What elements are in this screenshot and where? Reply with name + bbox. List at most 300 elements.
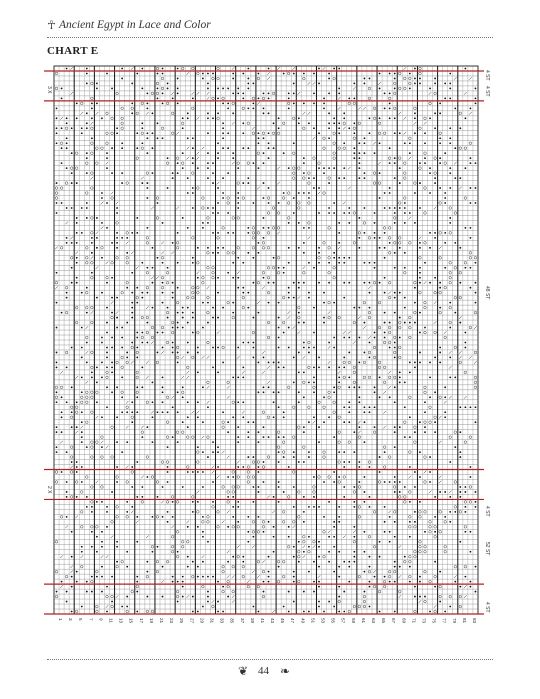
purl-dot <box>318 187 320 189</box>
purl-dot <box>86 287 88 289</box>
purl-dot <box>86 591 88 593</box>
row-number-label: 27 <box>189 618 195 624</box>
purl-dot <box>424 262 426 264</box>
purl-dot <box>364 232 366 234</box>
purl-dot <box>283 411 285 413</box>
purl-dot <box>207 456 209 458</box>
purl-dot <box>146 197 148 199</box>
purl-dot <box>308 381 310 383</box>
purl-dot <box>348 406 350 408</box>
purl-dot <box>459 247 461 249</box>
purl-dot <box>313 347 315 349</box>
purl-dot <box>131 232 133 234</box>
purl-dot <box>369 506 371 508</box>
purl-dot <box>96 217 98 219</box>
purl-dot <box>263 112 265 114</box>
purl-dot <box>409 501 411 503</box>
purl-dot <box>338 367 340 369</box>
purl-dot <box>475 162 477 164</box>
purl-dot <box>116 212 118 214</box>
purl-dot <box>394 611 396 613</box>
purl-dot <box>343 591 345 593</box>
purl-dot <box>283 456 285 458</box>
purl-dot <box>91 237 93 239</box>
purl-dot <box>263 137 265 139</box>
purl-dot <box>394 446 396 448</box>
purl-dot <box>288 262 290 264</box>
purl-dot <box>353 556 355 558</box>
purl-dot <box>227 88 229 90</box>
purl-dot <box>464 167 466 169</box>
row-number-label: 31 <box>209 618 215 624</box>
purl-dot <box>374 222 376 224</box>
purl-dot <box>111 337 113 339</box>
purl-dot <box>313 73 315 75</box>
purl-dot <box>288 297 290 299</box>
purl-dot <box>358 157 360 159</box>
purl-dot <box>76 581 78 583</box>
purl-dot <box>247 107 249 109</box>
purl-dot <box>131 272 133 274</box>
purl-dot <box>141 342 143 344</box>
purl-dot <box>116 132 118 134</box>
purl-dot <box>273 526 275 528</box>
purl-dot <box>278 486 280 488</box>
purl-dot <box>394 267 396 269</box>
purl-dot <box>177 78 179 80</box>
purl-dot <box>66 297 68 299</box>
purl-dot <box>106 347 108 349</box>
purl-dot <box>419 581 421 583</box>
purl-dot <box>338 93 340 95</box>
purl-dot <box>258 167 260 169</box>
purl-dot <box>162 596 164 598</box>
purl-dot <box>126 511 128 513</box>
row-number-label: 81 <box>461 618 467 624</box>
purl-dot <box>136 396 138 398</box>
purl-dot <box>353 486 355 488</box>
purl-dot <box>338 132 340 134</box>
purl-dot <box>389 531 391 533</box>
purl-dot <box>414 486 416 488</box>
purl-dot <box>247 177 249 179</box>
purl-dot <box>364 137 366 139</box>
purl-dot <box>379 117 381 119</box>
purl-dot <box>459 541 461 543</box>
purl-dot <box>333 302 335 304</box>
purl-dot <box>343 406 345 408</box>
purl-dot <box>343 357 345 359</box>
purl-dot <box>444 491 446 493</box>
purl-dot <box>343 297 345 299</box>
purl-dot <box>343 486 345 488</box>
purl-dot <box>444 83 446 85</box>
purl-dot <box>303 157 305 159</box>
purl-dot <box>141 127 143 129</box>
purl-dot <box>162 486 164 488</box>
purl-dot <box>222 127 224 129</box>
purl-dot <box>242 376 244 378</box>
purl-dot <box>389 147 391 149</box>
purl-dot <box>353 526 355 528</box>
purl-dot <box>444 386 446 388</box>
purl-dot <box>141 68 143 70</box>
row-number-label: 17 <box>138 618 144 624</box>
purl-dot <box>212 481 214 483</box>
purl-dot <box>268 556 270 558</box>
purl-dot <box>278 501 280 503</box>
purl-dot <box>308 536 310 538</box>
purl-dot <box>207 222 209 224</box>
purl-dot <box>247 227 249 229</box>
purl-dot <box>247 307 249 309</box>
purl-dot <box>364 491 366 493</box>
purl-dot <box>333 212 335 214</box>
purl-dot <box>404 486 406 488</box>
purl-dot <box>192 262 194 264</box>
purl-dot <box>333 536 335 538</box>
purl-dot <box>348 222 350 224</box>
purl-dot <box>278 451 280 453</box>
purl-dot <box>187 471 189 473</box>
purl-dot <box>419 277 421 279</box>
purl-dot <box>172 406 174 408</box>
purl-dot <box>318 601 320 603</box>
purl-dot <box>106 167 108 169</box>
purl-dot <box>172 501 174 503</box>
purl-dot <box>278 481 280 483</box>
purl-dot <box>197 352 199 354</box>
purl-dot <box>298 352 300 354</box>
purl-dot <box>338 88 340 90</box>
purl-dot <box>459 456 461 458</box>
purl-dot <box>56 327 58 329</box>
purl-dot <box>106 406 108 408</box>
purl-dot <box>197 371 199 373</box>
purl-dot <box>364 591 366 593</box>
purl-dot <box>399 317 401 319</box>
row-number-label: 79 <box>451 618 457 624</box>
purl-dot <box>268 386 270 388</box>
purl-dot <box>212 162 214 164</box>
purl-dot <box>318 566 320 568</box>
purl-dot <box>136 132 138 134</box>
purl-dot <box>152 172 154 174</box>
purl-dot <box>71 207 73 209</box>
purl-dot <box>338 611 340 613</box>
purl-dot <box>207 167 209 169</box>
purl-dot <box>470 107 472 109</box>
purl-dot <box>242 367 244 369</box>
purl-dot <box>263 277 265 279</box>
purl-dot <box>268 93 270 95</box>
purl-dot <box>328 601 330 603</box>
purl-dot <box>449 88 451 90</box>
purl-dot <box>207 88 209 90</box>
purl-dot <box>369 132 371 134</box>
purl-dot <box>313 127 315 129</box>
purl-dot <box>384 451 386 453</box>
purl-dot <box>111 88 113 90</box>
purl-dot <box>177 362 179 364</box>
purl-dot <box>439 157 441 159</box>
purl-dot <box>86 127 88 129</box>
purl-dot <box>470 406 472 408</box>
purl-dot <box>283 367 285 369</box>
purl-dot <box>409 581 411 583</box>
purl-dot <box>197 247 199 249</box>
purl-dot <box>343 282 345 284</box>
purl-dot <box>394 132 396 134</box>
purl-dot <box>81 481 83 483</box>
purl-dot <box>283 332 285 334</box>
purl-dot <box>187 117 189 119</box>
purl-dot <box>182 421 184 423</box>
purl-dot <box>394 292 396 294</box>
purl-dot <box>232 302 234 304</box>
purl-dot <box>419 282 421 284</box>
purl-dot <box>217 611 219 613</box>
purl-dot <box>389 541 391 543</box>
purl-dot <box>258 132 260 134</box>
purl-dot <box>414 367 416 369</box>
purl-dot <box>273 536 275 538</box>
row-number-label: 77 <box>441 618 447 624</box>
purl-dot <box>141 297 143 299</box>
row-number-label: 65 <box>381 618 387 624</box>
repeat-count-label: 3 X <box>46 86 52 94</box>
purl-dot <box>121 376 123 378</box>
purl-dot <box>222 611 224 613</box>
purl-dot <box>152 282 154 284</box>
purl-dot <box>333 526 335 528</box>
purl-dot <box>116 386 118 388</box>
purl-dot <box>197 611 199 613</box>
purl-dot <box>313 506 315 508</box>
purl-dot <box>217 142 219 144</box>
purl-dot <box>288 591 290 593</box>
purl-dot <box>136 541 138 543</box>
repeat-stitch-label: 52 ST <box>484 542 490 556</box>
purl-dot <box>288 536 290 538</box>
purl-dot <box>313 561 315 563</box>
purl-dot <box>242 342 244 344</box>
purl-dot <box>318 606 320 608</box>
purl-dot <box>86 217 88 219</box>
purl-dot <box>333 252 335 254</box>
purl-dot <box>146 227 148 229</box>
purl-dot <box>182 317 184 319</box>
purl-dot <box>394 297 396 299</box>
purl-dot <box>146 292 148 294</box>
purl-dot <box>318 541 320 543</box>
purl-dot <box>399 376 401 378</box>
row-number-label: 25 <box>179 618 185 624</box>
purl-dot <box>444 152 446 154</box>
purl-dot <box>434 586 436 588</box>
purl-dot <box>364 406 366 408</box>
purl-dot <box>470 202 472 204</box>
purl-dot <box>111 601 113 603</box>
purl-dot <box>61 88 63 90</box>
purl-dot <box>187 112 189 114</box>
purl-dot <box>101 292 103 294</box>
purl-dot <box>76 257 78 259</box>
purl-dot <box>121 606 123 608</box>
purl-dot <box>374 152 376 154</box>
purl-dot <box>358 167 360 169</box>
purl-dot <box>177 232 179 234</box>
purl-dot <box>217 152 219 154</box>
purl-dot <box>56 142 58 144</box>
purl-dot <box>141 182 143 184</box>
purl-dot <box>268 581 270 583</box>
purl-dot <box>364 476 366 478</box>
purl-dot <box>222 586 224 588</box>
purl-dot <box>182 327 184 329</box>
purl-dot <box>61 396 63 398</box>
purl-dot <box>121 147 123 149</box>
purl-dot <box>343 262 345 264</box>
purl-dot <box>288 93 290 95</box>
purl-dot <box>429 481 431 483</box>
purl-dot <box>131 486 133 488</box>
purl-dot <box>192 561 194 563</box>
purl-dot <box>121 237 123 239</box>
purl-dot <box>404 297 406 299</box>
purl-dot <box>131 342 133 344</box>
purl-dot <box>121 182 123 184</box>
purl-dot <box>177 352 179 354</box>
purl-dot <box>162 73 164 75</box>
purl-dot <box>358 466 360 468</box>
purl-dot <box>116 327 118 329</box>
purl-dot <box>318 441 320 443</box>
purl-dot <box>86 362 88 364</box>
purl-dot <box>318 426 320 428</box>
row-number-label: 5 <box>78 618 84 621</box>
purl-dot <box>399 371 401 373</box>
purl-dot <box>146 93 148 95</box>
purl-dot <box>318 556 320 558</box>
purl-dot <box>162 347 164 349</box>
purl-dot <box>263 481 265 483</box>
purl-dot <box>268 147 270 149</box>
purl-dot <box>358 396 360 398</box>
purl-dot <box>121 396 123 398</box>
purl-dot <box>258 471 260 473</box>
purl-dot <box>454 242 456 244</box>
purl-dot <box>106 352 108 354</box>
purl-dot <box>96 88 98 90</box>
purl-dot <box>232 376 234 378</box>
purl-dot <box>222 247 224 249</box>
purl-dot <box>369 78 371 80</box>
purl-dot <box>429 88 431 90</box>
purl-dot <box>131 466 133 468</box>
purl-dot <box>343 337 345 339</box>
purl-dot <box>227 561 229 563</box>
purl-dot <box>313 476 315 478</box>
purl-dot <box>323 396 325 398</box>
purl-dot <box>343 466 345 468</box>
purl-dot <box>308 227 310 229</box>
purl-dot <box>258 611 260 613</box>
purl-dot <box>182 386 184 388</box>
purl-dot <box>227 496 229 498</box>
purl-dot <box>419 312 421 314</box>
purl-dot <box>318 367 320 369</box>
purl-dot <box>434 531 436 533</box>
footer-divider <box>47 659 493 660</box>
purl-dot <box>273 416 275 418</box>
purl-dot <box>116 237 118 239</box>
purl-dot <box>177 441 179 443</box>
purl-dot <box>328 73 330 75</box>
purl-dot <box>61 127 63 129</box>
purl-dot <box>232 157 234 159</box>
purl-dot <box>444 611 446 613</box>
row-number-label: 75 <box>431 618 437 624</box>
purl-dot <box>369 342 371 344</box>
purl-dot <box>298 401 300 403</box>
purl-dot <box>56 352 58 354</box>
purl-dot <box>348 386 350 388</box>
purl-dot <box>278 367 280 369</box>
purl-dot <box>454 511 456 513</box>
purl-dot <box>419 83 421 85</box>
purl-dot <box>374 212 376 214</box>
purl-dot <box>247 531 249 533</box>
purl-dot <box>475 506 477 508</box>
purl-dot <box>364 421 366 423</box>
purl-dot <box>358 461 360 463</box>
purl-dot <box>242 182 244 184</box>
purl-dot <box>328 282 330 284</box>
purl-dot <box>56 362 58 364</box>
purl-dot <box>353 97 355 99</box>
purl-dot <box>76 232 78 234</box>
purl-dot <box>56 391 58 393</box>
purl-dot <box>343 117 345 119</box>
purl-dot <box>56 127 58 129</box>
purl-dot <box>106 332 108 334</box>
purl-dot <box>81 421 83 423</box>
purl-dot <box>56 272 58 274</box>
purl-dot <box>76 222 78 224</box>
purl-dot <box>111 371 113 373</box>
purl-dot <box>136 496 138 498</box>
purl-dot <box>464 68 466 70</box>
purl-dot <box>369 282 371 284</box>
purl-dot <box>111 391 113 393</box>
purl-dot <box>81 232 83 234</box>
purl-dot <box>106 611 108 613</box>
purl-dot <box>268 436 270 438</box>
purl-dot <box>71 347 73 349</box>
purl-dot <box>429 192 431 194</box>
purl-dot <box>66 167 68 169</box>
purl-dot <box>66 516 68 518</box>
purl-dot <box>237 506 239 508</box>
purl-dot <box>66 451 68 453</box>
purl-dot <box>394 357 396 359</box>
purl-dot <box>308 192 310 194</box>
purl-dot <box>449 97 451 99</box>
purl-dot <box>273 122 275 124</box>
purl-dot <box>86 312 88 314</box>
purl-dot <box>116 207 118 209</box>
